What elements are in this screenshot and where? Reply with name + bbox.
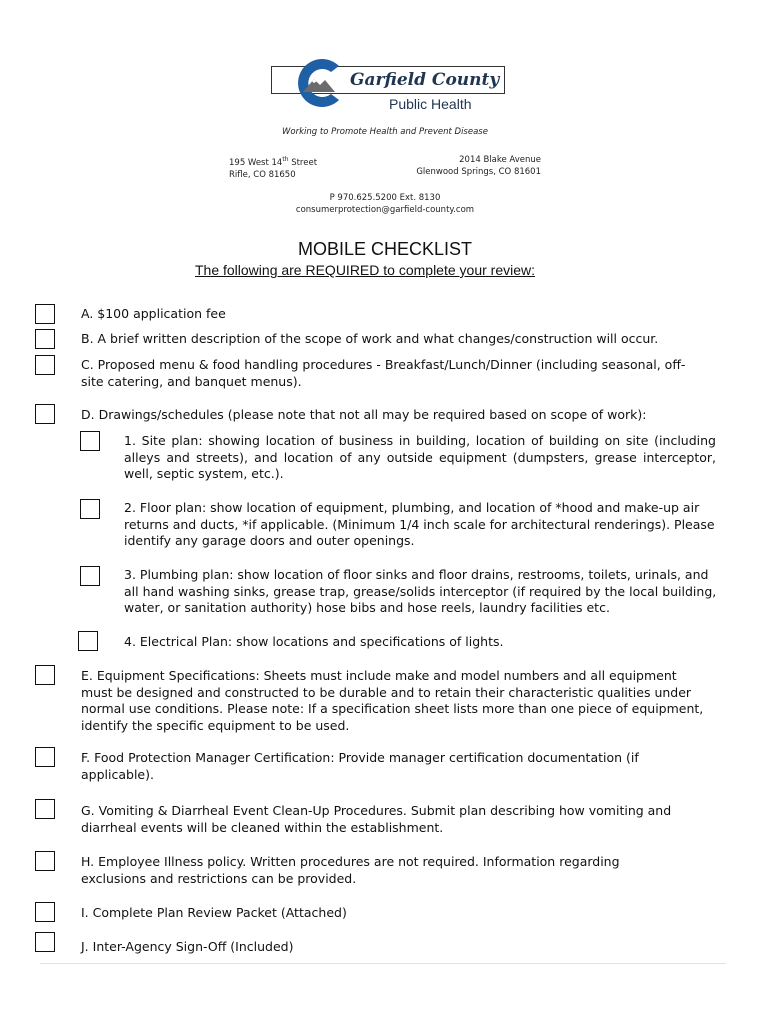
item-h-text: H. Employee Illness policy. Written procedures are not required. Information regarding exclusions and restrictions can be provided. (81, 854, 620, 886)
page-divider (40, 963, 726, 964)
checkbox-d4[interactable] (78, 631, 98, 651)
checkbox-f[interactable] (35, 747, 55, 767)
checkbox-d[interactable] (35, 404, 55, 424)
checkbox-j[interactable] (35, 932, 55, 952)
page-subtitle: The following are REQUIRED to complete your review: (194, 262, 536, 278)
item-f-text: F. Food Protection Manager Certification: Provide manager certification documentation (if applicable). (81, 750, 639, 782)
item-g-text: G. Vomiting & Diarrheal Event Clean-Up Procedures. Submit plan describing how vomiting and diarrheal events will be cleaned within the establishment. (81, 803, 672, 835)
item-j-text: J. Inter-Agency Sign-Off (Included) (81, 939, 294, 954)
checkbox-h[interactable] (35, 851, 55, 871)
checkbox-a[interactable] (35, 304, 55, 324)
item-d1-text: 1. Site plan: showing location of business in building, location of building on site (including alleys and streets), and location of any outside equipment (dumpsters, grease interceptor, well, septic system, etc.). (124, 433, 716, 481)
county-logo-icon (287, 52, 349, 114)
checkbox-e[interactable] (35, 665, 55, 685)
logo-name: Garfield County (350, 70, 500, 90)
checkbox-b[interactable] (35, 329, 55, 349)
logo-subtitle: Public Health (389, 96, 472, 112)
item-d4-text: 4. Electrical Plan: show locations and specifications of lights. (124, 634, 504, 649)
address-glenwood: 2014 Blake Avenue Glenwood Springs, CO 81601 (416, 155, 541, 177)
item-b-text: B. A brief written description of the scope of work and what changes/construction will occur. (81, 331, 659, 346)
checkbox-g[interactable] (35, 799, 55, 819)
item-a-text: A. $100 application fee (81, 306, 226, 321)
item-i-text: I. Complete Plan Review Packet (Attached) (81, 905, 347, 920)
item-e-text: E. Equipment Specifications: Sheets must include make and model numbers and all equipment must be designed and constructed to be durable and to retain their characteristic qualities under normal use conditions. Please note: If a specification sheet lists more than one piece of equipment, identify the specific equipment to be used. (81, 668, 704, 733)
checkbox-d2[interactable] (80, 499, 100, 519)
checkbox-d3[interactable] (80, 566, 100, 586)
page-title: MOBILE CHECKLIST (297, 239, 473, 259)
tagline: Working to Promote Health and Prevent Disease (282, 127, 488, 137)
checkbox-d1[interactable] (80, 431, 100, 451)
item-c-text: C. Proposed menu & food handling procedures - Breakfast/Lunch/Dinner (including seasonal, off- site catering, and banquet menus). (81, 357, 686, 389)
checkbox-c[interactable] (35, 355, 55, 375)
address-rifle: 195 West 14th Street Rifle, CO 81650 (229, 156, 318, 180)
item-d2-text: 2. Floor plan: show location of equipment, plumbing, and location of *hood and make-up air returns and ducts, *if applicable. (Minimum 1/4 inch scale for architectural renderings). Please identify any garage doors and outer openings. (124, 500, 715, 548)
checkbox-i[interactable] (35, 902, 55, 922)
item-d-text: D. Drawings/schedules (please note that not all may be required based on scope of work): (81, 407, 647, 422)
contact-info (0, 192, 770, 216)
phone-number: P 970.625.5200 Ext. 8130 (329, 193, 441, 203)
email-address: consumerprotection@garfield-county.com (295, 205, 475, 215)
item-d3-text: 3. Plumbing plan: show location of floor sinks and floor drains, restrooms, toilets, urinals, and all hand washing sinks, grease trap, grease/solids interceptor (if required by the local building, water, or sanitation authority) hose bibs and hose reels, laundry facilities etc. (124, 567, 717, 615)
